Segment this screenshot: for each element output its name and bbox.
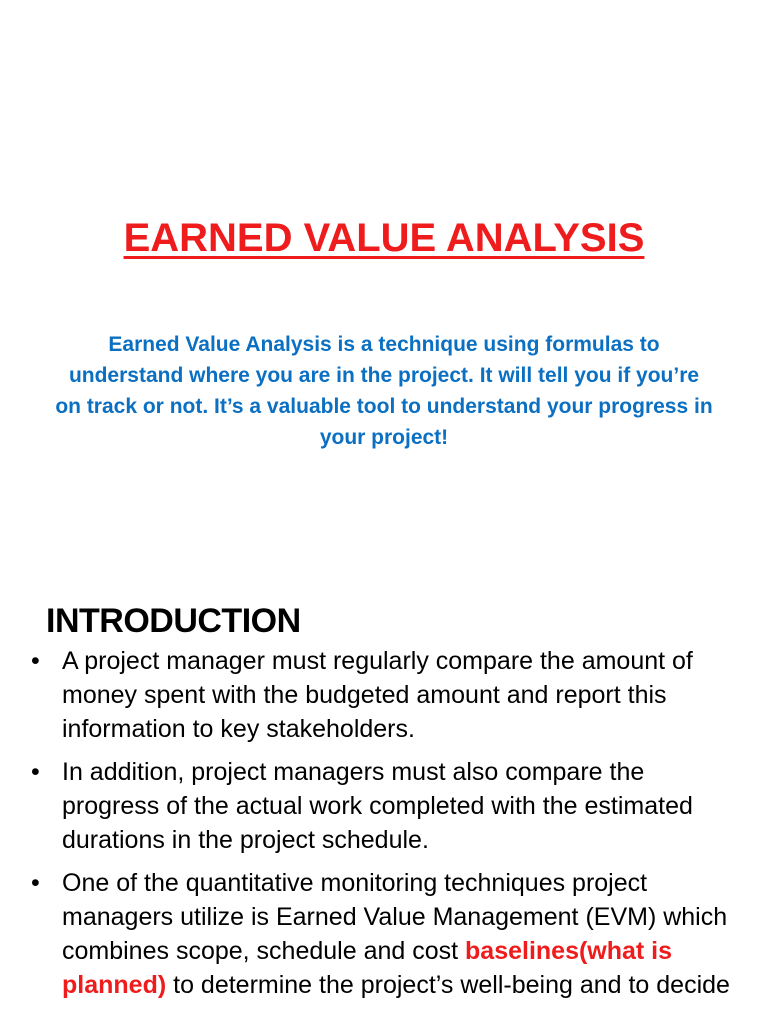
- baselines-highlight: baselines(what is planned): [62, 937, 673, 999]
- slide-title: EARNED VALUE ANALYSIS: [123, 216, 645, 260]
- bullet-text-start: One of the quantitative monitoring techniques project managers utilize is Earned Value Management (EVM) which combines scope, schedule and cost: [62, 869, 728, 965]
- bullet-marker: •: [31, 647, 40, 675]
- bullet-list: [0, 644, 768, 1011]
- slide-subtitle: Earned Value Analysis is a technique using formulas to understand where you are in the project. It will tell you if you’re on track or not. It’s a valuable tool to understand your progress in your project!: [55, 333, 713, 449]
- bullet-item-3: [0, 866, 768, 1002]
- introduction-heading: INTRODUCTION: [46, 602, 301, 640]
- bullet-marker: •: [31, 869, 40, 897]
- bullet-marker: •: [31, 758, 40, 786]
- bullet-item-1: [0, 644, 768, 746]
- bullet-text-end: to determine the project’s well-being and to decide: [166, 971, 730, 999]
- introduction-slide: [0, 580, 768, 1024]
- bullet-item-2: [0, 755, 768, 857]
- bullet-text: In addition, project managers must also compare the progress of the actual work completed with the estimated durations in the project schedule.: [62, 758, 693, 854]
- bullet-text: A project manager must regularly compare the amount of money spent with the budgeted amount and report this information to key stakeholders.: [62, 647, 693, 743]
